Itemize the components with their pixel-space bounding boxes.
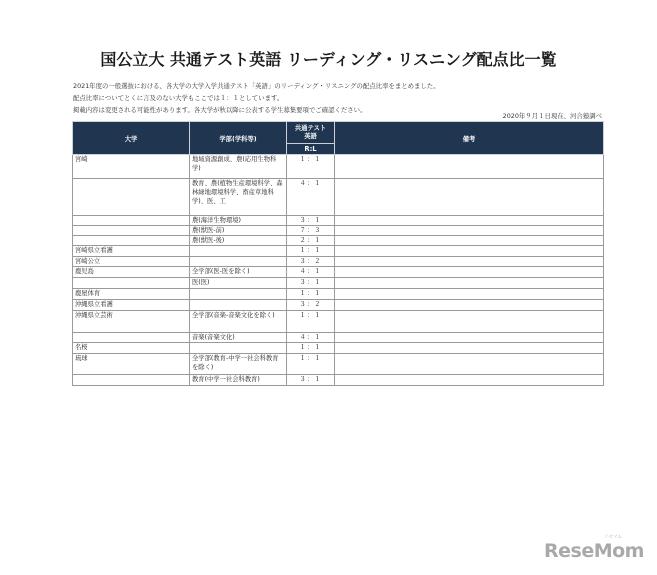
ratio-cell: １：１ <box>287 155 335 179</box>
table-row <box>73 333 604 343</box>
table-row <box>73 246 604 257</box>
university-cell: 宮崎公立 <box>73 257 190 267</box>
ratio-cell: １：１ <box>287 311 335 333</box>
ratio-cell: １：１ <box>287 289 335 300</box>
university-cell: 沖縄県立看護 <box>73 300 190 311</box>
table-row <box>73 267 604 278</box>
resemom-logo-kana: リセマム <box>604 535 622 540</box>
university-cell: 鹿屋体育 <box>73 289 190 300</box>
faculty-cell: 地域資源創成、農(応用生物科学) <box>190 155 287 179</box>
ratio-cell: ３：１ <box>287 278 335 289</box>
table-row <box>73 257 604 267</box>
university-cell <box>73 226 190 236</box>
header-test <box>287 122 335 144</box>
university-cell: 琉球 <box>73 354 190 375</box>
header-university: 大学 <box>73 122 190 155</box>
faculty-cell: 全学部(音楽-音楽文化を除く) <box>190 311 287 333</box>
remarks-cell <box>335 300 604 311</box>
faculty-cell: 教育、農(植物生産環境科学、森林緑地環境科学、畜産草地科学)、医、工 <box>190 179 287 216</box>
ratio-cell: ２：１ <box>287 236 335 246</box>
faculty-cell: 音楽(音楽文化) <box>190 333 287 343</box>
ratio-cell: １：１ <box>287 343 335 354</box>
table-row <box>73 343 604 354</box>
remarks-cell <box>335 179 604 216</box>
faculty-cell: 農(獣医-後) <box>190 236 287 246</box>
faculty-cell: 農(獣医-前) <box>190 226 287 236</box>
faculty-cell: 全学部(教育-中学一社会科教育を除く) <box>190 354 287 375</box>
intro-line: 掲載内容は変更される可能性があります。各大学が秋以降に公表する学生募集要項でご確認ください。 <box>73 106 367 115</box>
faculty-cell <box>190 246 287 257</box>
remarks-cell <box>335 226 604 236</box>
resemom-logo: ReseMom <box>544 540 644 562</box>
university-cell <box>73 375 190 386</box>
header-test-line1: 共通テスト <box>294 124 327 132</box>
table-row <box>73 300 604 311</box>
intro-line: 2021年度の一般選抜における、各大学の大学入学共通テスト「英語」のリーディング・リスニングの配点比率をまとめました。 <box>73 82 440 90</box>
ratio-cell: ３：１ <box>287 216 335 226</box>
university-cell: 宮崎県立看護 <box>73 246 190 257</box>
table-row <box>73 289 604 300</box>
date-note: 2020年９月１日現在、河合塾調べ <box>502 112 602 120</box>
table-row <box>73 179 604 216</box>
table-row <box>73 311 604 333</box>
remarks-cell <box>335 289 604 300</box>
ratio-cell: ４：１ <box>287 179 335 216</box>
university-cell: 沖縄県立芸術 <box>73 311 190 333</box>
table-row <box>73 375 604 386</box>
ratio-cell: １：１ <box>287 246 335 257</box>
table-body <box>73 155 604 386</box>
remarks-cell <box>335 343 604 354</box>
faculty-cell: 教育(中学一社会科教育) <box>190 375 287 386</box>
ratio-cell: ３：１ <box>287 375 335 386</box>
header-remarks: 備考 <box>335 122 604 155</box>
university-cell: 鹿児島 <box>73 267 190 278</box>
ratio-cell: ３：２ <box>287 300 335 311</box>
table-row <box>73 226 604 236</box>
university-cell <box>73 333 190 343</box>
table-row <box>73 354 604 375</box>
remarks-cell <box>335 311 604 333</box>
score-ratio-table <box>72 121 604 386</box>
remarks-cell <box>335 375 604 386</box>
header-test-line2: 英語 <box>304 132 317 140</box>
faculty-cell: 農(海洋生物環境) <box>190 216 287 226</box>
faculty-cell: 全学部(医-医を除く) <box>190 267 287 278</box>
ratio-cell: ７：３ <box>287 226 335 236</box>
faculty-cell: 医(医) <box>190 278 287 289</box>
ratio-cell: １：１ <box>287 354 335 375</box>
faculty-cell <box>190 343 287 354</box>
table-row <box>73 278 604 289</box>
remarks-cell <box>335 354 604 375</box>
page-title: 国公立大 共通テスト英語 リーディング・リスニング配点比一覧 <box>100 50 557 69</box>
university-cell: 名桜 <box>73 343 190 354</box>
table-row <box>73 216 604 226</box>
faculty-cell <box>190 257 287 267</box>
remarks-cell <box>335 267 604 278</box>
remarks-cell <box>335 333 604 343</box>
header-rl: R:L <box>287 144 335 155</box>
university-cell <box>73 278 190 289</box>
ratio-cell: ３：２ <box>287 257 335 267</box>
remarks-cell <box>335 216 604 226</box>
table-row <box>73 236 604 246</box>
remarks-cell <box>335 246 604 257</box>
header-faculty: 学部(学科等) <box>190 122 287 155</box>
ratio-cell: ４：１ <box>287 267 335 278</box>
remarks-cell <box>335 155 604 179</box>
university-cell <box>73 179 190 216</box>
remarks-cell <box>335 257 604 267</box>
remarks-cell <box>335 278 604 289</box>
university-cell <box>73 236 190 246</box>
faculty-cell <box>190 289 287 300</box>
university-cell <box>73 216 190 226</box>
university-cell: 宮崎 <box>73 155 190 179</box>
remarks-cell <box>335 236 604 246</box>
intro-line: 配点比率についてとくに言及のない大学もここでは１：１としています。 <box>73 94 284 103</box>
ratio-cell: ４：１ <box>287 333 335 343</box>
faculty-cell <box>190 300 287 311</box>
table-row <box>73 155 604 179</box>
